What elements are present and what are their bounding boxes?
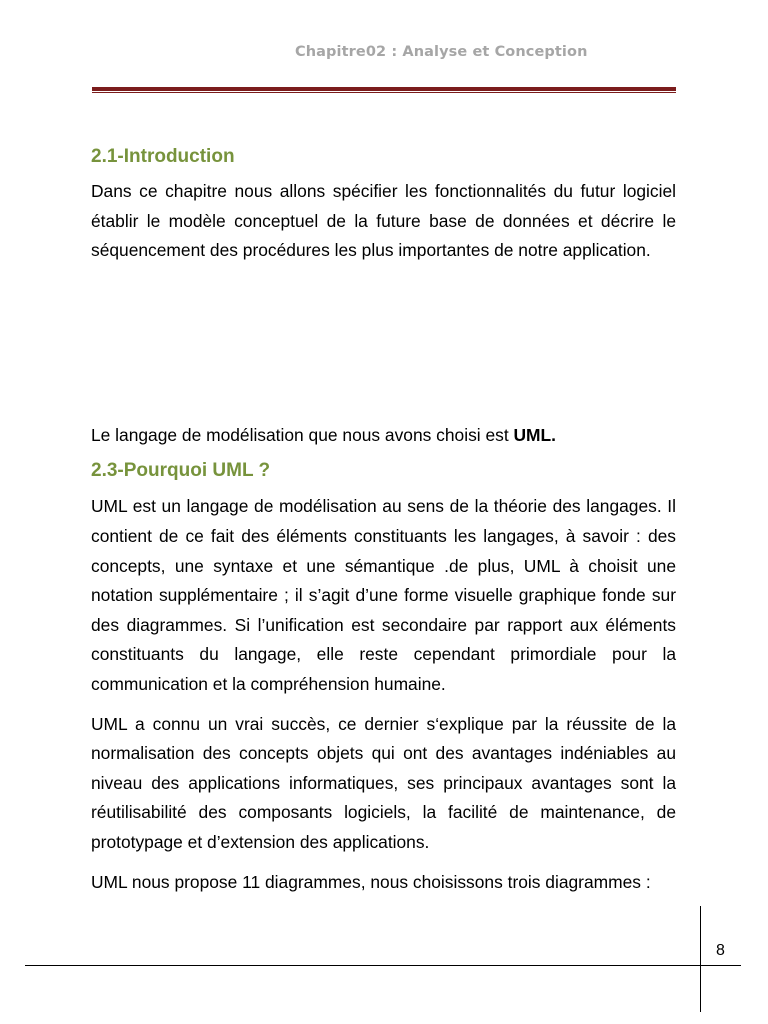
blank-space — [91, 266, 676, 421]
uml-choice-text: Le langage de modélisation que nous avons choisi est — [91, 424, 514, 445]
uml-choice-paragraph — [91, 421, 676, 451]
uml-choice-bold: UML. — [513, 424, 557, 445]
page-number: 8 — [716, 942, 725, 959]
introduction-paragraph: Dans ce chapitre nous allons spécifier les fonctionnalités du futur logiciel établir le modèle conceptuel de la future base de données et décrire le séquencement des procédures les plus importantes de notre application. — [91, 181, 676, 261]
running-header-title: Chapitre02 : Analyse et Conception — [295, 44, 588, 60]
footer-rule — [25, 965, 741, 966]
page-body — [91, 146, 676, 897]
why-uml-paragraph-3: UML nous propose 11 diagrammes, nous choisissons trois diagrammes : — [91, 871, 651, 892]
why-uml-paragraph-1: UML est un langage de modélisation au sens de la théorie des langages. Il contient de ce fait des éléments constituants les langages, à savoir : des concepts, une syntaxe et une sémantique .de plus, UML à choisit une notation supplémentaire ; il s’agit d’une forme visuelle graphique fonde sur des diagrammes. Si l’unification est secondaire par rapport aux éléments constituants du langage, elle reste cependant primordiale pour la communication et la compréhension humaine. — [91, 496, 676, 694]
section-heading-introduction: 2.1-Introduction — [91, 146, 235, 167]
why-uml-paragraph-2: UML a connu un vrai succès, ce dernier s‘explique par la réussite de la normalisation des concepts objets qui ont des avantages indéniables au niveau des applications informatiques, ses principaux avantages sont la réutilisabilité des composants logiciels, la facilité de maintenance, de prototypage et d’extension des applications. — [91, 713, 676, 852]
header-rule — [92, 87, 676, 91]
footer-vertical-rule — [700, 906, 701, 1012]
header-rule-thin — [92, 92, 676, 93]
section-heading-pourquoi-uml: 2.3-Pourquoi UML ? — [91, 460, 271, 482]
